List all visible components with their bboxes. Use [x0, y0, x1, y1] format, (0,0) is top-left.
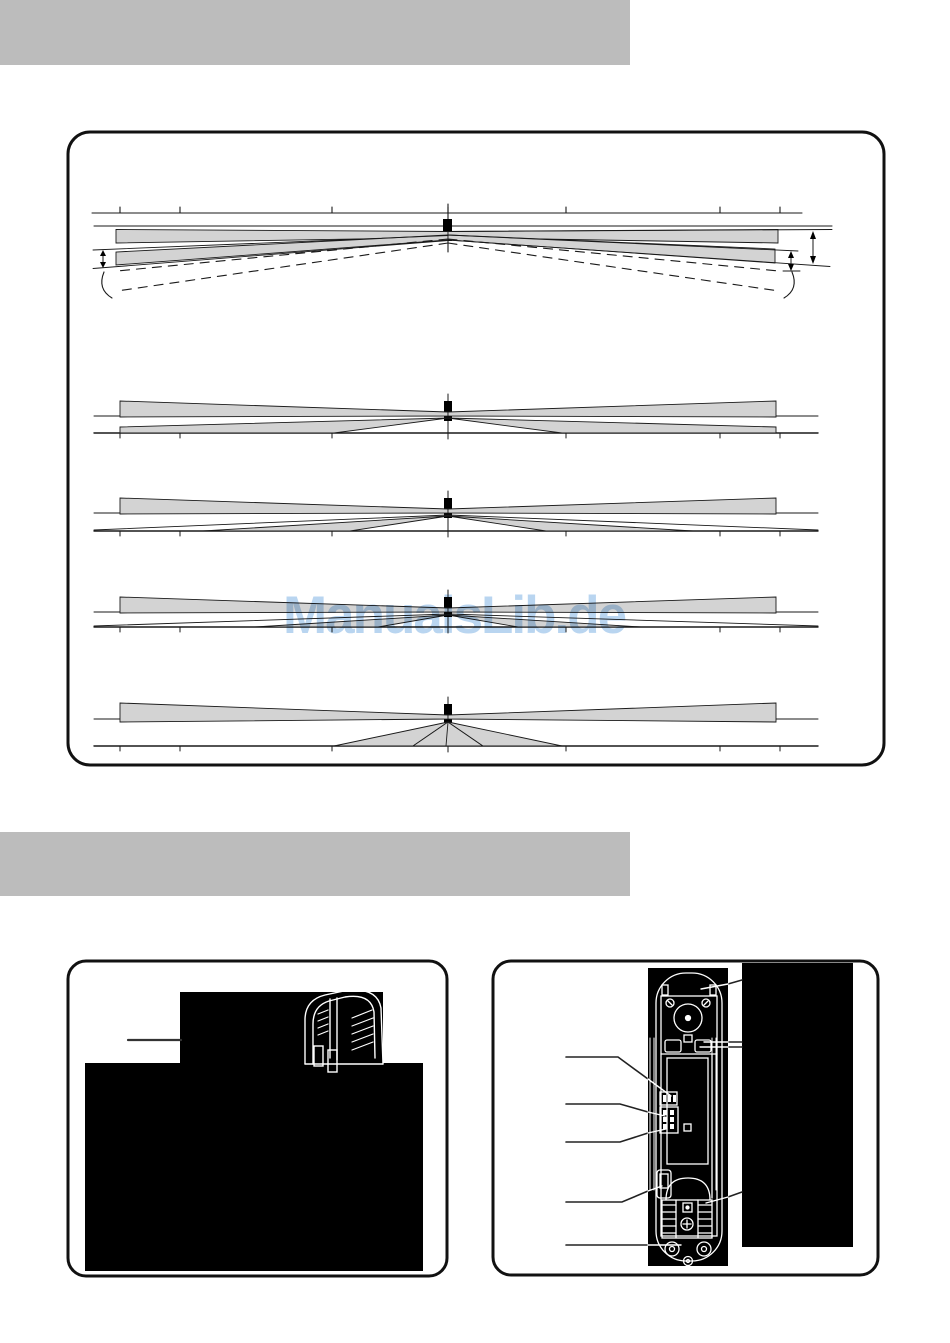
swing-arcs: [102, 272, 794, 298]
ground-ticks: [120, 433, 780, 438]
beam-pattern-panel-border: [68, 132, 884, 765]
dim-arrow-right-outer: [810, 231, 816, 264]
ruler-ticks: [120, 207, 780, 213]
dim-arrow-left: [100, 250, 106, 268]
redacted-block-right: [742, 963, 853, 1247]
redacted-block-lower: [85, 1063, 423, 1271]
ground-ticks: [120, 531, 780, 536]
ground-ticks: [120, 746, 780, 751]
sensor-mark: [444, 704, 452, 724]
beam-diagram-side-view: [92, 204, 832, 298]
beam-diagram-top-view-2: [94, 491, 818, 537]
right-figure: [566, 963, 853, 1266]
side-view-beams: [116, 230, 778, 266]
watermark-text: ManualsLib.de: [283, 586, 626, 645]
left-figure: [85, 990, 423, 1271]
beam-diagram-top-view-4: [94, 697, 818, 752]
dim-arrow-right-inner: [788, 251, 794, 271]
redacted-block-upper: [180, 992, 383, 1065]
beam-diagram-top-view-1: [94, 394, 818, 439]
